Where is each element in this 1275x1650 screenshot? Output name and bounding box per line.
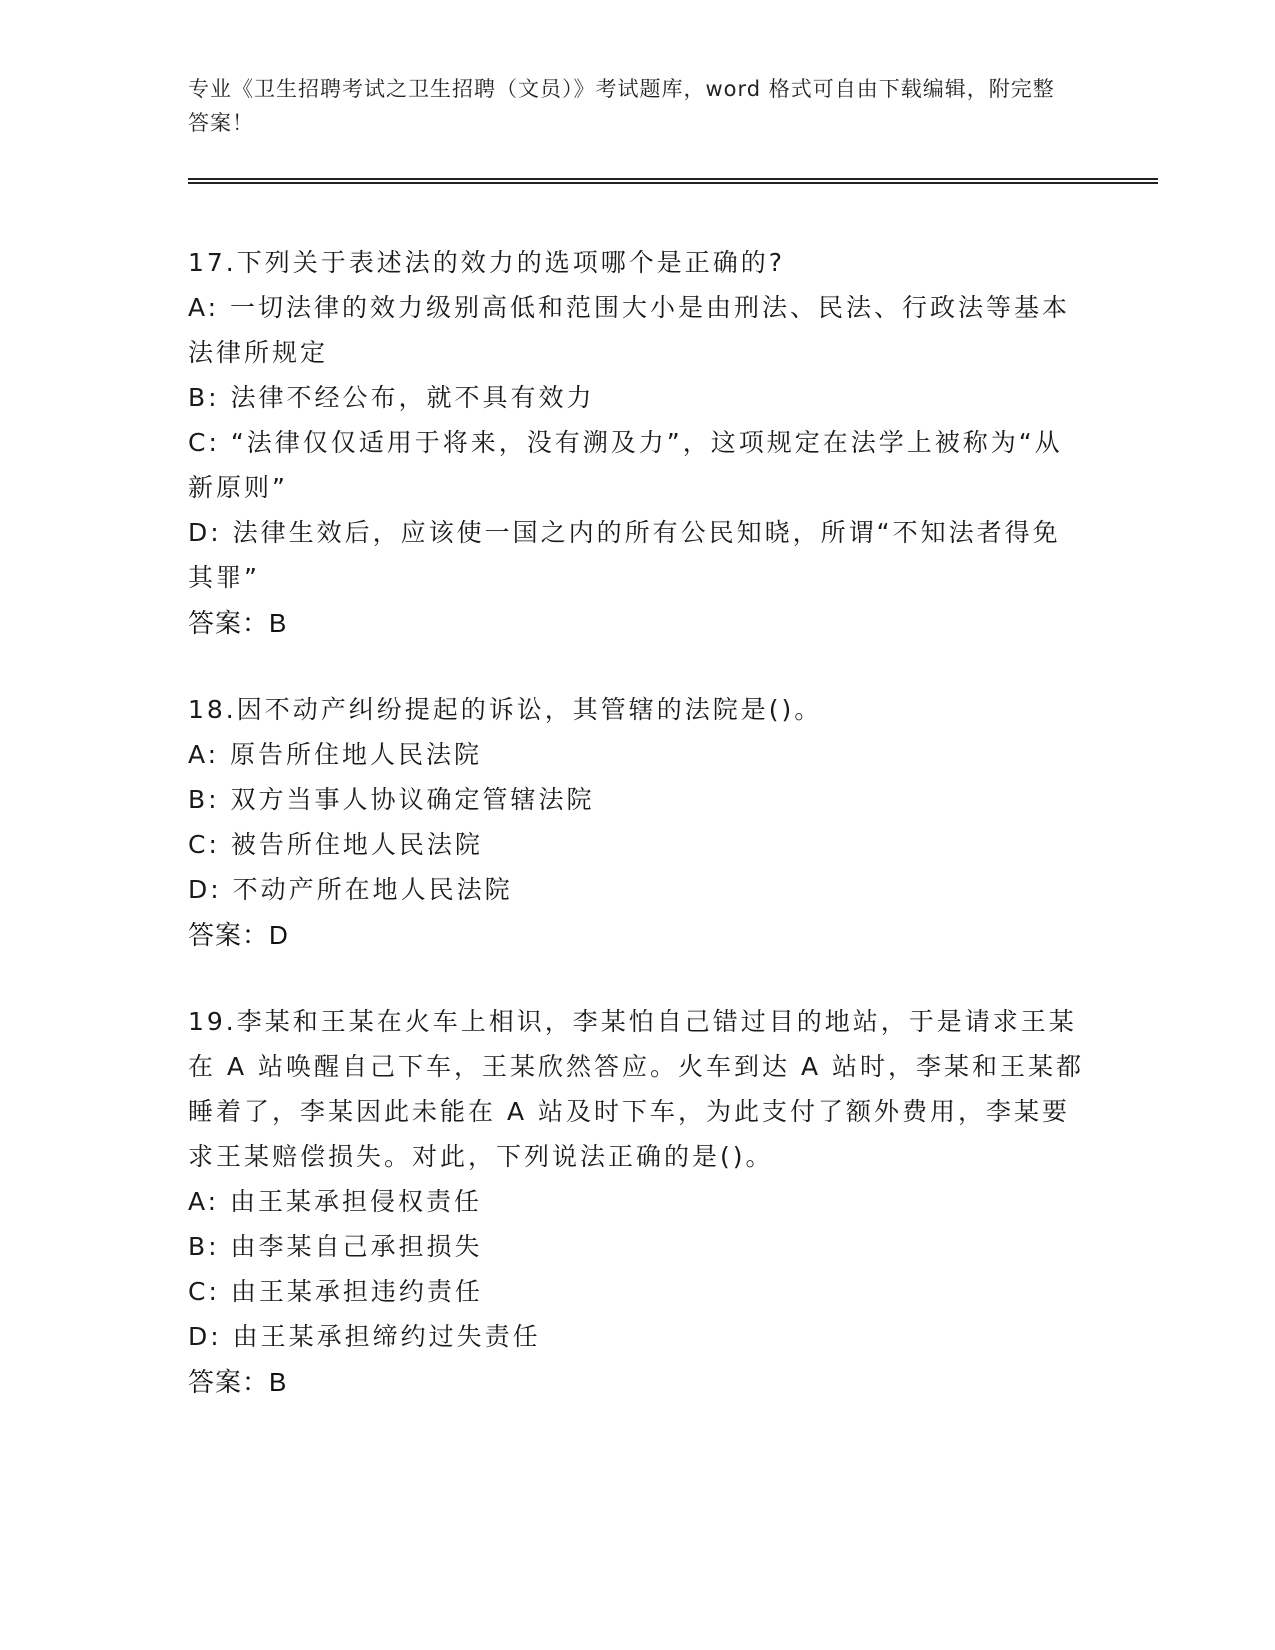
option-c: C: “法律仅仅适用于将来，没有溯及力”，这项规定在法学上被称为“从新原则” xyxy=(188,428,1063,502)
question-stem: 17.下列关于表述法的效力的选项哪个是正确的? xyxy=(188,248,786,277)
question-list xyxy=(188,240,1088,1446)
option-c: C: 被告所住地人民法院 xyxy=(188,830,483,859)
option-a: A: 一切法律的效力级别高低和范围大小是由刑法、民法、行政法等基本法律所规定 xyxy=(188,293,1071,367)
option-a: A: 原告所住地人民法院 xyxy=(188,740,483,769)
question-stem: 19.李某和王某在火车上相识，李某怕自己错过目的地站，于是请求王某在 A 站唤醒自己下车，王某欣然答应。火车到达 A 站时，李某和王某都睡着了，李某因此未能在 A 站及时下车，为此支付了额外费用，李某要求王某赔偿损失。对此，下列说法正确的是()。 xyxy=(188,1007,1084,1171)
header-divider xyxy=(188,178,1158,184)
question-stem: 18.因不动产纠纷提起的诉讼，其管辖的法院是()。 xyxy=(188,695,823,724)
answer-label: 答案：B xyxy=(188,1367,288,1397)
option-d: D: 由王某承担缔约过失责任 xyxy=(188,1322,541,1351)
question-19 xyxy=(188,999,1088,1406)
answer-label: 答案：D xyxy=(188,920,289,950)
option-b: B: 由李某自己承担损失 xyxy=(188,1232,483,1261)
question-17 xyxy=(188,240,1088,647)
option-b: B: 双方当事人协议确定管辖法院 xyxy=(188,785,595,814)
option-b: B: 法律不经公布，就不具有效力 xyxy=(188,383,595,412)
question-18 xyxy=(188,687,1088,959)
document-header: 专业《卫生招聘考试之卫生招聘（文员）》考试题库，word 格式可自由下载编辑，附完整答案！ xyxy=(188,77,1055,135)
option-d: D: 不动产所在地人民法院 xyxy=(188,875,513,904)
option-a: A: 由王某承担侵权责任 xyxy=(188,1187,483,1216)
option-c: C: 由王某承担违约责任 xyxy=(188,1277,483,1306)
answer-label: 答案：B xyxy=(188,608,288,638)
option-d: D: 法律生效后，应该使一国之内的所有公民知晓，所谓“不知法者得免其罪” xyxy=(188,518,1061,592)
